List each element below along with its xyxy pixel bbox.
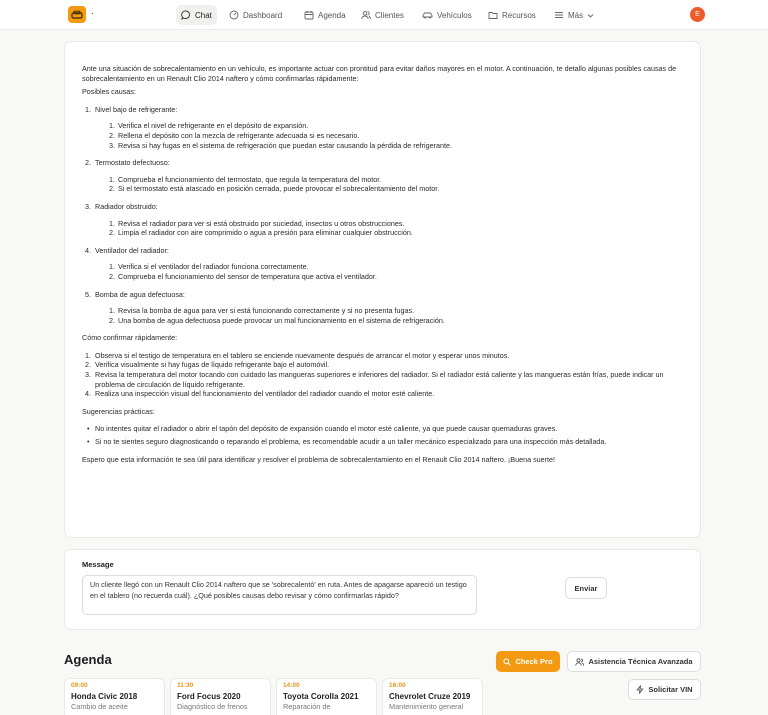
folder-icon <box>488 10 498 20</box>
nav-dashboard-label: Dashboard <box>243 10 283 20</box>
tip-item: • No intentes quitar el radiador o abrir el tapón del depósito de expansión cuando el motor esté caliente, ya que puede causar quemaduras graves. <box>87 424 558 434</box>
cause-title: Ventilador del radiador: <box>95 245 169 255</box>
nav-vehiculos[interactable] <box>417 5 477 25</box>
tip-item: • Si no te sientes seguro diagnosticando o reparando el problema, es recomendable acudir a un taller mecánico especializado para una inspección más detallada. <box>87 437 607 447</box>
nav-chat-label: Chat <box>195 10 212 20</box>
nav-dashboard[interactable] <box>224 5 287 25</box>
cause-step: 1. Revisa la bomba de agua para ver si está funcionando correctamente y si no presenta fugas. <box>109 306 415 316</box>
cause-item <box>82 246 683 282</box>
appointment-time: 11:30 <box>177 682 194 689</box>
cause-item <box>82 202 683 238</box>
bolt-icon <box>636 685 644 694</box>
solicitar-vin-button[interactable] <box>628 679 701 700</box>
cause-number: 5. <box>85 289 91 299</box>
cause-step: 1. Revisa el radiador para ver si está obstruido por suciedad, insectos u otros obstrucciones. <box>109 218 405 228</box>
appointment-card[interactable] <box>382 678 483 715</box>
cause-step: 3. Revisa si hay fugas en el sistema de refrigeración que puedan estar causando la pérdida de refrigerante. <box>109 140 453 150</box>
tips-heading: Sugerencias prácticas: <box>82 406 155 416</box>
confirm-step: 4. Realiza una inspección visual del funcionamiento del ventilador del radiador cuando el motor esté caliente. <box>85 389 435 399</box>
confirm-list <box>82 351 683 399</box>
nav-agenda-label: Agenda <box>318 10 346 20</box>
nav-mas[interactable] <box>549 5 599 25</box>
appointment-time: 09:00 <box>71 682 88 689</box>
appointment-vehicle: Ford Focus 2020 <box>177 692 241 701</box>
nav-clientes[interactable] <box>356 5 409 25</box>
calendar-icon <box>304 10 314 20</box>
causes-list <box>82 105 683 326</box>
appointment-service: Mantenimiento general <box>389 702 464 711</box>
cause-step: 1. Verifica si el ventilador del radiador funciona correctamente. <box>109 262 309 272</box>
nav-agenda[interactable] <box>299 5 351 25</box>
nav-recursos-label: Recursos <box>502 10 536 20</box>
car-icon <box>422 10 433 20</box>
menu-icon <box>554 10 564 20</box>
solicitar-vin-label: Solicitar VIN <box>648 685 693 694</box>
nav-mas-label: Más <box>568 10 584 20</box>
response-closing: Espero que esta información te sea útil para identificar y resolver el problema de sobrecalentamiento en el Renault Clio 2014 naftero. ¡Buena suerte! <box>82 454 556 464</box>
cause-title: Bomba de agua defectuosa: <box>95 289 185 299</box>
cause-number: 3. <box>85 201 91 211</box>
cause-title: Nivel bajo de refrigerante: <box>95 104 178 114</box>
confirm-step: 3. Revisa la temperatura del motor tocando con cuidado las mangueras superiores e inferiores del radiador. Si el radiador está caliente y las mangueras están frías, puede indicar un problema de circulación de líquido refrigerante. <box>85 370 664 389</box>
confirm-heading: Cómo confirmar rápidamente: <box>82 333 178 343</box>
nav-vehiculos-label: Vehículos <box>437 10 472 20</box>
agenda-title: Agenda <box>64 652 112 667</box>
users-icon <box>575 658 584 666</box>
cause-step: 2. Si el termostato está atascado en posición cerrada, puede provocar el sobrecalentamiento del motor. <box>109 184 440 194</box>
cause-step: 2. Una bomba de agua defectuosa puede provocar un mal funcionamiento en el sistema de refrigeración. <box>109 315 445 325</box>
send-button[interactable]: Enviar <box>565 577 607 599</box>
gauge-icon <box>229 10 239 20</box>
chat-bubble-icon <box>181 10 191 20</box>
search-icon <box>503 658 511 666</box>
cause-steps <box>109 306 683 325</box>
nav-chat[interactable] <box>176 5 217 25</box>
asistencia-tecnica-label: Asistencia Técnica Avanzada <box>588 657 693 666</box>
cause-number: 2. <box>85 158 91 168</box>
asistencia-tecnica-button[interactable] <box>567 651 701 672</box>
cause-step: 1. Comprueba el funcionamiento del termostato, que regula la temperatura del motor. <box>109 174 382 184</box>
check-pro-label: Check Pro <box>515 657 553 666</box>
appointment-service: Reparación de <box>283 702 331 711</box>
nav-recursos[interactable] <box>483 5 541 25</box>
nav-clientes-label: Clientes <box>375 10 404 20</box>
cause-number: 1. <box>85 104 91 114</box>
cause-steps <box>109 121 683 150</box>
appointment-vehicle: Chevrolet Cruze 2019 <box>389 692 471 701</box>
appointment-time: 14:00 <box>283 682 300 689</box>
users-icon <box>361 10 371 20</box>
logo-text: . <box>91 6 94 17</box>
car-logo-icon <box>71 10 83 20</box>
check-pro-button[interactable] <box>496 651 560 672</box>
cause-step: 2. Limpia el radiador con aire comprimido o agua a presión para eliminar cualquier obstrucción. <box>109 228 413 238</box>
cause-steps <box>109 175 683 194</box>
cause-item <box>82 290 683 326</box>
confirm-step: 2. Verifica visualmente si hay fugas de líquido refrigerante bajo el automóvil. <box>85 360 330 370</box>
causes-heading: Posibles causas: <box>82 87 136 97</box>
chevron-down-icon <box>587 12 594 19</box>
message-composer <box>64 549 701 630</box>
appointment-vehicle: Toyota Corolla 2021 <box>283 692 359 701</box>
appointment-card[interactable] <box>170 678 271 715</box>
logo[interactable] <box>68 6 86 23</box>
message-label: Message <box>82 560 114 569</box>
appointment-card[interactable] <box>276 678 377 715</box>
appointment-card[interactable] <box>64 678 165 715</box>
cause-step: 2. Comprueba el funcionamiento del sensor de temperatura que activa el ventilador. <box>109 271 377 281</box>
cause-steps <box>109 262 683 281</box>
cause-steps <box>109 219 683 238</box>
cause-item <box>82 105 683 150</box>
avatar[interactable]: E <box>690 7 705 22</box>
appointment-vehicle: Honda Civic 2018 <box>71 692 138 701</box>
cause-step: 2. Rellena el depósito con la mezcla de refrigerante adecuada si es necesario. <box>109 130 360 140</box>
cause-number: 4. <box>85 245 91 255</box>
cause-item <box>82 158 683 194</box>
assistant-response-card <box>64 41 701 538</box>
appointment-service: Diagnóstico de frenos <box>177 702 248 711</box>
confirm-step: 1. Observa si el testigo de temperatura en el tablero se enciende nuevamente después de arrancar el motor y esperar unos minutos. <box>85 350 510 360</box>
message-input[interactable]: Un cliente llegó con un Renault Clio 2014 naftero que se 'sobrecalentó' en ruta. Antes de apagarse apareció un testigo en el tablero (no recuerda cuál). ¿Qué posibles causas debo revisar y cómo confirmarlas rápido? <box>82 575 477 615</box>
response-intro: Ante una situación de sobrecalentamiento en un vehículo, es importante actuar con prontitud para evitar daños mayores en el motor. A continuación, te detallo algunas posibles causas de sobrecalentamiento en un Renault Clio 2014 naftero y cómo confirmarlas rápidamente: <box>82 64 677 83</box>
cause-step: 1. Verifica el nivel de refrigerante en el depósito de expansión. <box>109 121 309 131</box>
appointment-service: Cambio de aceite <box>71 702 128 711</box>
appointment-time: 16:00 <box>389 682 406 689</box>
tips-list <box>82 424 683 446</box>
cause-title: Termostato defectuoso: <box>95 158 170 168</box>
top-navbar <box>0 0 768 30</box>
cause-title: Radiador obstruido: <box>95 201 158 211</box>
